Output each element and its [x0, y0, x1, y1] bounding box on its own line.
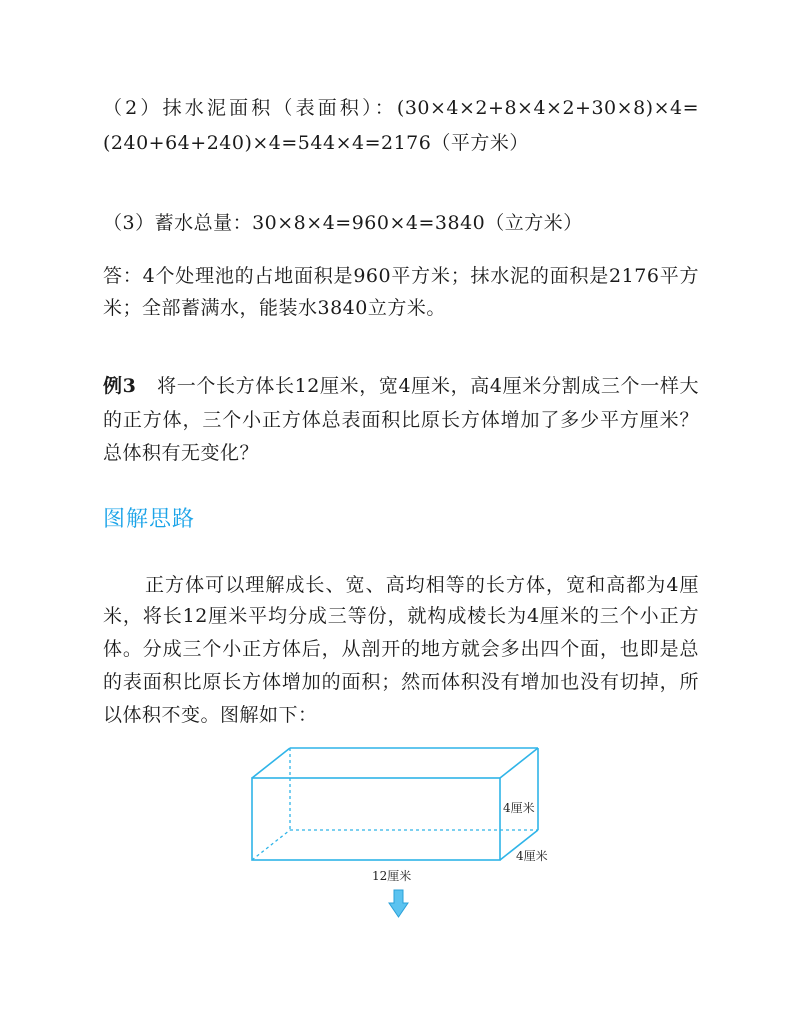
explanation-line3: 体。分成三个小正方体后，从剖开的地方就会多出四个面，也即是总 — [103, 638, 699, 660]
explanation-line4: 的表面积比原长方体增加的面积；然而体积没有增加也没有切掉，所 — [103, 671, 699, 693]
explanation-line5: 以体积不变。图解如下： — [103, 704, 318, 726]
cuboid-figure — [240, 740, 570, 925]
example3-line2: 的正方体，三个小正方体总表面积比原长方体增加了多少平方厘米？ — [103, 409, 699, 431]
part2-line1: （2）抹水泥面积（表面积）：(30×4×2+8×4×2+30×8)×4= — [103, 97, 699, 119]
explanation-line2: 米，将长12厘米平均分成三等份，就构成棱长为4厘米的三个小正方 — [103, 605, 699, 627]
example3-text: 将一个长方体长12厘米，宽4厘米，高4厘米分割成三个一样大 — [157, 375, 699, 397]
cuboid-hidden-diagonal-edge — [252, 830, 290, 860]
height-label: 4厘米 — [503, 801, 535, 815]
width-label: 4厘米 — [516, 849, 548, 863]
example3-line1 — [103, 373, 699, 399]
length-label: 12厘米 — [372, 869, 412, 883]
section-heading: 图解思路 — [103, 507, 196, 532]
cuboid-top-left-edge — [252, 748, 290, 778]
cuboid-top-right-edge — [500, 748, 538, 778]
explanation-line1: 正方体可以理解成长、宽、高均相等的长方体，宽和高都为4厘 — [145, 574, 699, 596]
example3-label: 例3 — [103, 375, 137, 397]
example3-line3: 总体积有无变化？ — [103, 442, 260, 464]
answer-line2: 米；全部蓄满水，能装水3840立方米。 — [103, 297, 446, 319]
cuboid-front-face — [252, 778, 500, 860]
answer-line1: 答：4个处理池的占地面积是960平方米；抹水泥的面积是2176平方 — [103, 265, 699, 287]
part2-line2: (240+64+240)×4=544×4=2176（平方米） — [103, 132, 529, 154]
down-arrow-icon — [389, 890, 408, 917]
part3-line1: （3）蓄水总量：30×8×4=960×4=3840（立方米） — [103, 212, 583, 234]
